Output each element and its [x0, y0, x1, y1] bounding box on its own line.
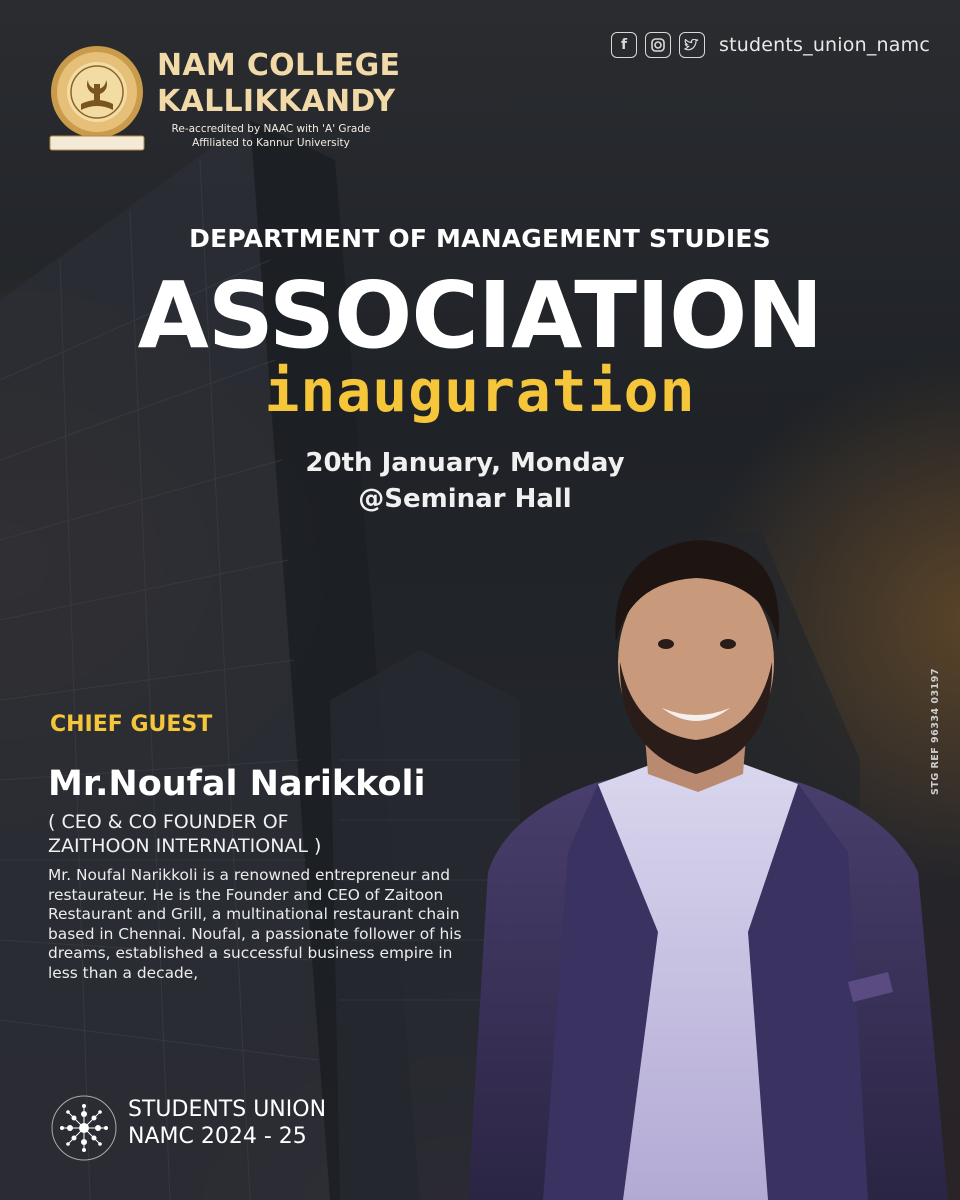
- affiliation-text: Affiliated to Kannur University: [192, 137, 350, 149]
- role-line1: ( CEO & CO FOUNDER OF: [48, 811, 289, 833]
- college-name-line2: KALLIKKANDY: [157, 84, 396, 119]
- side-code-brand: STG REF: [930, 746, 941, 795]
- role-line2: ZAITHOON INTERNATIONAL ): [48, 835, 322, 857]
- chief-guest-name: Mr.Noufal Narikkoli: [48, 764, 426, 804]
- college-name-line1: NAM COLLEGE: [157, 48, 401, 83]
- chief-guest-photo: [448, 512, 960, 1200]
- event-date: 20th January, Monday: [305, 448, 625, 478]
- students-union-logo: [50, 1094, 118, 1162]
- side-code-line1: 96334: [930, 707, 941, 743]
- event-title: ASSOCIATION: [137, 262, 823, 369]
- side-code-line2: 03197: [930, 668, 941, 704]
- chief-guest-label: CHIEF GUEST: [50, 712, 213, 737]
- students-union-text: [128, 1096, 326, 1150]
- college-name: [157, 48, 400, 120]
- event-venue: @Seminar Hall: [358, 484, 572, 514]
- instagram-icon[interactable]: [645, 32, 671, 58]
- union-line1: STUDENTS UNION: [128, 1097, 327, 1122]
- department-title: DEPARTMENT OF MANAGEMENT STUDIES: [189, 224, 771, 253]
- accreditation-text: Re-accredited by NAAC with 'A' Grade: [171, 123, 371, 135]
- twitter-icon[interactable]: [679, 32, 705, 58]
- chief-guest-bio: Mr. Noufal Narikkoli is a renowned entrepreneur and restaurateur. He is the Founder and CEO of Zaitoon Restaurant and Grill, a multinational restaurant chain based in Chennai. Noufal, a passionate follower of his dreams, established a successful business empire in less than a decade,: [48, 866, 462, 982]
- facebook-icon[interactable]: f: [611, 32, 637, 58]
- side-code: [930, 668, 941, 795]
- college-accreditation: [162, 122, 380, 150]
- chief-guest-role: [48, 810, 428, 858]
- union-line2: NAMC 2024 - 25: [128, 1124, 307, 1149]
- college-logo: [48, 44, 146, 154]
- social-links: [611, 32, 930, 58]
- social-handle[interactable]: students_union_namc: [718, 34, 930, 56]
- event-subtitle: inauguration: [264, 357, 696, 425]
